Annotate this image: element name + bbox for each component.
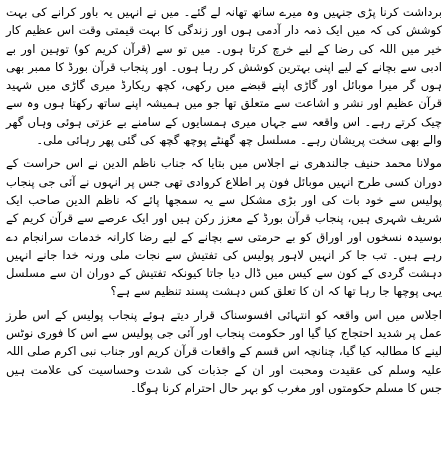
- article-paragraph-2: مولانا محمد حنیف جالندھری نے اجلاس میں بتایا کہ جناب ناظم الدین نے اس حراست کے دوران کسی طرح انہیں موبائل فون پر اطلاع کروادی تھی جس پر انہوں نے آئی جی پنجاب پولیس سے خود بات کی اور بڑی مشکل سے یہ سمجھا پائے کہ ناظم الدین صاحب ایک شریف شہری ہیں، پنجاب قرآن بورڈ کے معزز رکن ہیں اور ایک عرصے سے قرآن کریم کے بوسیدہ نسخوں اور اوراق کو بے حرمتی سے بچانے کے لیے رضا کارانہ خدمات سرانجام دے رہے ہیں۔ تب جا کر انہیں لاہور پولیس کی تفتیش سے نجات ملی ورنہ خدا جانے انہیں دہشت گردی کے کون سے کیس میں ڈال دیا جاتا کیونکہ تفتیش کے دوران ان سے مسلسل یہی پوچھا جا رہا تھا کہ ان کا تعلق کس دہشت پسند تنظیم سے ہے؟: [6, 156, 442, 299]
- article-paragraph-1: برداشت کرنا پڑی جنہیں وہ میرے ساتھ تھانہ لے گئے۔ میں نے انہیں یہ باور کرانے کی بہت کوشش کی کہ میں ایک ذمہ دار آدمی ہوں اور زندگی کا بہت قیمتی وقت اس عظیم کار خیر میں اللہ کی رضا کے لیے خرچ کرتا ہوں۔ میں تو سے (قرآن کریم کو) توہین اور بے ادبی سے بچانے کے لیے اپنی بہترین کوشش کر رہا ہوں۔ اور پنجاب قرآن بورڈ کا ممبر بھی ہوں گر میرا موبائل اور گاڑی اپنے قبضے میں رکھی، کچھ ریکارڈ میری گاڑی میں شہید قرآن عظیم اور نشر و اشاعت سے متعلق تھا جو میں ہمیشہ اپنے ساتھ رکھتا ہوں وہ سے چیک کرتے رہے۔ اس واقعہ سے جہاں میری ہمسایوں کے سامنے بے عزتی ہوئی وہاں گھر والے بھی سخت پریشان رہے۔ مسلسل چھ گھنٹے پوچھ گچھ کی گئی پھر رہائی ملی۔: [6, 5, 442, 148]
- article-paragraph-3: اجلاس میں اس واقعہ کو انتہائی افسوسناک قرار دیتے ہوئے پنجاب پولیس کے اس طرز عمل پر شدید احتجاج کیا گیا اور حکومت پنجاب اور آئی جی پولیس سے اس کا فوری نوٹس لینے کا مطالبہ کیا گیا، چنانچہ اس قسم کے واقعات قرآن کریم اور جناب نبی اکرم صلی اللہ علیہ وسلم کی عقیدت ومحبت اور ان کے جذبات کی شدت وحساسیت کی علامت ہیں جس کا مسلم حکومتوں اور مغرب کو بہر حال احترام کرنا ہوگا۔: [6, 307, 442, 395]
